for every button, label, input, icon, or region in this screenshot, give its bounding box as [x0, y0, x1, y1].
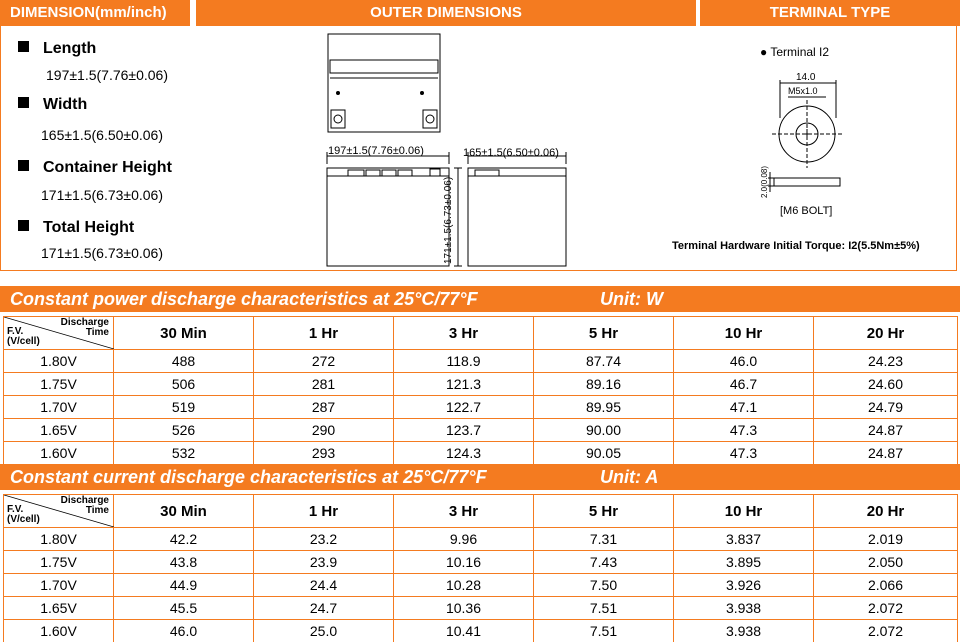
column-header: 5 Hr	[534, 495, 674, 528]
row-voltage-cell: 1.65V	[4, 597, 114, 620]
column-header: 20 Hr	[814, 317, 958, 350]
current-table-unit: Unit: A	[600, 464, 658, 490]
value-cell: 24.4	[254, 574, 394, 597]
row-voltage-cell: 1.75V	[4, 373, 114, 396]
value-cell: 7.51	[534, 620, 674, 642]
value-cell: 293	[254, 442, 394, 465]
column-header: 20 Hr	[814, 495, 958, 528]
value-cell: 3.938	[674, 620, 814, 642]
row-voltage-cell: 1.70V	[4, 574, 114, 597]
spec-width-value: 165±1.5(6.50±0.06)	[41, 127, 163, 143]
terminal-bolt-dim: M5x1.0	[788, 86, 818, 96]
terminal-height-dim: 2.0(0.08)	[760, 166, 769, 198]
value-cell: 89.95	[534, 396, 674, 419]
bullet-square-icon	[18, 220, 29, 231]
value-cell: 10.41	[394, 620, 534, 642]
column-header: 30 Min	[114, 317, 254, 350]
value-cell: 24.87	[814, 419, 958, 442]
bullet-square-icon	[18, 97, 29, 108]
value-cell: 24.60	[814, 373, 958, 396]
value-cell: 45.5	[114, 597, 254, 620]
value-cell: 281	[254, 373, 394, 396]
value-cell: 43.8	[114, 551, 254, 574]
value-cell: 488	[114, 350, 254, 373]
value-cell: 7.50	[534, 574, 674, 597]
value-cell: 118.9	[394, 350, 534, 373]
value-cell: 47.3	[674, 419, 814, 442]
value-cell: 47.3	[674, 442, 814, 465]
value-cell: 7.31	[534, 528, 674, 551]
value-cell: 87.74	[534, 350, 674, 373]
value-cell: 24.23	[814, 350, 958, 373]
row-voltage-cell: 1.75V	[4, 551, 114, 574]
spec-container-height-value: 171±1.5(6.73±0.06)	[41, 187, 163, 203]
terminal-label: TERMINAL TYPE	[770, 4, 891, 21]
value-cell: 46.7	[674, 373, 814, 396]
table-row	[4, 373, 958, 396]
bullet-square-icon	[18, 41, 29, 52]
table-corner-cell	[4, 495, 114, 528]
value-cell: 2.050	[814, 551, 958, 574]
column-header: 10 Hr	[674, 317, 814, 350]
dimension-header	[0, 0, 190, 26]
row-voltage-cell: 1.60V	[4, 442, 114, 465]
value-cell: 25.0	[254, 620, 394, 642]
value-cell: 2.072	[814, 597, 958, 620]
dimension-label: DIMENSION(mm/inch)	[10, 4, 167, 21]
value-cell: 23.9	[254, 551, 394, 574]
row-voltage-cell: 1.80V	[4, 350, 114, 373]
battery-drawing	[300, 28, 600, 272]
value-cell: 2.072	[814, 620, 958, 642]
table-row	[4, 442, 958, 465]
value-cell: 46.0	[674, 350, 814, 373]
table-row	[4, 597, 958, 620]
value-cell: 10.16	[394, 551, 534, 574]
side-dimension-label: 165±1.5(6.50±0.06)	[463, 147, 559, 159]
terminal-drawing	[750, 68, 870, 218]
value-cell: 7.43	[534, 551, 674, 574]
value-cell: 3.938	[674, 597, 814, 620]
value-cell: 122.7	[394, 396, 534, 419]
value-cell: 121.3	[394, 373, 534, 396]
corner-discharge-time: Discharge Time	[61, 496, 109, 516]
column-header: 3 Hr	[394, 495, 534, 528]
column-header: 30 Min	[114, 495, 254, 528]
spec-container-height-label: Container Height	[18, 159, 172, 177]
value-cell: 124.3	[394, 442, 534, 465]
value-cell: 90.05	[534, 442, 674, 465]
value-cell: 46.0	[114, 620, 254, 642]
power-table-unit: Unit: W	[600, 286, 663, 312]
value-cell: 526	[114, 419, 254, 442]
value-cell: 24.7	[254, 597, 394, 620]
value-cell: 290	[254, 419, 394, 442]
current-table	[3, 494, 958, 642]
row-voltage-cell: 1.60V	[4, 620, 114, 642]
value-cell: 23.2	[254, 528, 394, 551]
terminal-name: ● Terminal I2	[760, 45, 829, 59]
column-header: 5 Hr	[534, 317, 674, 350]
column-header: 1 Hr	[254, 495, 394, 528]
power-table	[3, 316, 958, 464]
table-row	[4, 528, 958, 551]
table-corner-cell	[4, 317, 114, 350]
value-cell: 3.926	[674, 574, 814, 597]
terminal-bolt-label: [M6 BOLT]	[780, 205, 832, 217]
table-header-row	[4, 495, 958, 528]
table-header-row	[4, 317, 958, 350]
value-cell: 2.066	[814, 574, 958, 597]
spec-length-value: 197±1.5(7.76±0.06)	[46, 67, 168, 83]
table-row	[4, 574, 958, 597]
row-voltage-cell: 1.70V	[4, 396, 114, 419]
value-cell: 2.019	[814, 528, 958, 551]
spec-total-height-value: 171±1.5(6.73±0.06)	[41, 245, 163, 261]
value-cell: 24.79	[814, 396, 958, 419]
value-cell: 90.00	[534, 419, 674, 442]
bullet-square-icon	[18, 160, 29, 171]
outer-header	[196, 0, 696, 26]
column-header: 1 Hr	[254, 317, 394, 350]
current-table-title: Constant current discharge characteristics at 25°C/77°F	[10, 464, 487, 490]
value-cell: 10.28	[394, 574, 534, 597]
value-cell: 42.2	[114, 528, 254, 551]
terminal-torque: Terminal Hardware Initial Torque: I2(5.5Nm±5%)	[672, 240, 920, 252]
power-table-band	[0, 286, 960, 312]
power-table-title: Constant power discharge characteristics at 25°C/77°F	[10, 286, 478, 312]
table-row	[4, 396, 958, 419]
value-cell: 89.16	[534, 373, 674, 396]
corner-discharge-time: Discharge Time	[61, 318, 109, 338]
front-dimension-label: 197±1.5(7.76±0.06)	[328, 145, 424, 157]
corner-final-voltage: F.V. (V/cell)	[7, 327, 40, 347]
table-row	[4, 551, 958, 574]
value-cell: 519	[114, 396, 254, 419]
column-header: 3 Hr	[394, 317, 534, 350]
spec-width-label: Width	[18, 96, 87, 114]
value-cell: 123.7	[394, 419, 534, 442]
value-cell: 44.9	[114, 574, 254, 597]
value-cell: 24.87	[814, 442, 958, 465]
value-cell: 10.36	[394, 597, 534, 620]
terminal-width-dim: 14.0	[796, 72, 816, 83]
value-cell: 532	[114, 442, 254, 465]
value-cell: 47.1	[674, 396, 814, 419]
spec-total-height-label: Total Height	[18, 219, 134, 237]
column-header: 10 Hr	[674, 495, 814, 528]
bullet-dot-icon: ●	[760, 45, 767, 59]
table-row	[4, 620, 958, 642]
row-voltage-cell: 1.80V	[4, 528, 114, 551]
terminal-header	[700, 0, 960, 26]
table-row	[4, 419, 958, 442]
value-cell: 272	[254, 350, 394, 373]
current-table-band	[0, 464, 960, 490]
corner-final-voltage: F.V. (V/cell)	[7, 505, 40, 525]
value-cell: 3.837	[674, 528, 814, 551]
outer-label: OUTER DIMENSIONS	[370, 4, 522, 21]
value-cell: 7.51	[534, 597, 674, 620]
table-row	[4, 350, 958, 373]
value-cell: 506	[114, 373, 254, 396]
value-cell: 3.895	[674, 551, 814, 574]
value-cell: 287	[254, 396, 394, 419]
height-dimension-label: 171±1.5(6.73±0.06)	[443, 177, 454, 264]
spec-length-label: Length	[18, 40, 96, 58]
row-voltage-cell: 1.65V	[4, 419, 114, 442]
value-cell: 9.96	[394, 528, 534, 551]
